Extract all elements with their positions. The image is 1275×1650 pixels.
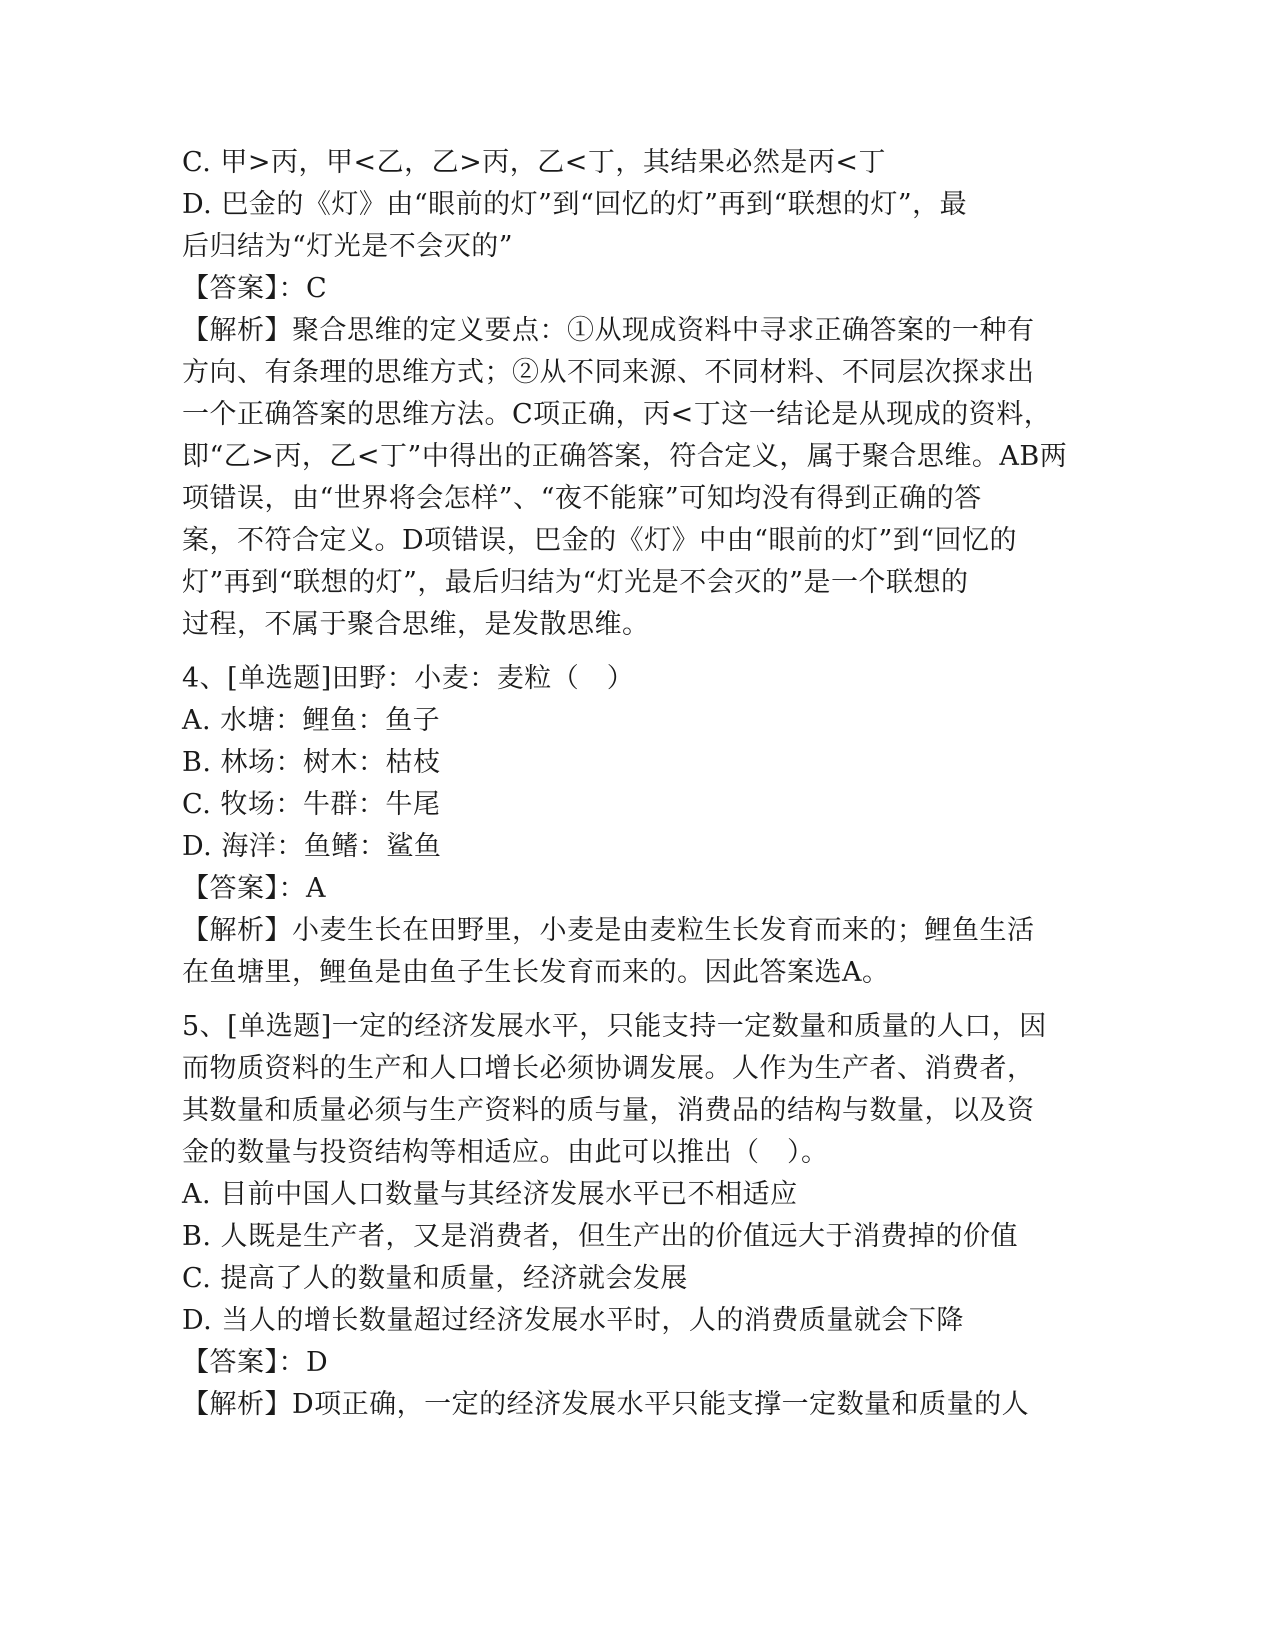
question-3-tail (182, 142, 1082, 646)
q5-option-a: A. 目前中国人口数量与其经济发展水平已不相适应 (182, 1179, 798, 1210)
q3-analysis-line: 项错误，由“世界将会怎样”、“夜不能寐”可知均没有得到正确的答 (182, 483, 982, 514)
q3-answer: 【答案】：C (182, 273, 328, 304)
question-5 (182, 1006, 1082, 1426)
spacer (182, 994, 1082, 1006)
q5-analysis-line: 【解析】D项正确，一定的经济发展水平只能支撑一定数量和质量的人 (182, 1389, 1030, 1420)
q3-analysis-line: 灯”再到“联想的灯”，最后归结为“灯光是不会灭的”是一个联想的 (182, 567, 969, 598)
q5-option-c: C. 提高了人的数量和质量，经济就会发展 (182, 1263, 688, 1294)
q3-analysis-line: 过程，不属于聚合思维，是发散思维。 (182, 609, 650, 640)
q4-stem: 4、[单选题]田野：小麦：麦粒（ ） (182, 663, 635, 694)
q3-analysis-line: 【解析】聚合思维的定义要点：①从现成资料中寻求正确答案的一种有 (182, 315, 1035, 346)
q3-analysis-line: 一个正确答案的思维方法。C项正确，丙<丁这一结论是从现成的资料， (182, 399, 1052, 430)
q4-option-c: C. 牧场：牛群：牛尾 (182, 789, 441, 820)
q5-stem-line: 其数量和质量必须与生产资料的质与量，消费品的结构与数量，以及资 (182, 1095, 1035, 1126)
q5-stem-line: 金的数量与投资结构等相适应。由此可以推出（ ）。 (182, 1137, 829, 1168)
q5-option-b: B. 人既是生产者，又是消费者，但生产出的价值远大于消费掉的价值 (182, 1221, 1019, 1252)
question-4 (182, 658, 1082, 994)
q4-analysis-line: 在鱼塘里，鲤鱼是由鱼子生长发育而来的。因此答案选A。 (182, 957, 890, 988)
q4-option-a: A. 水塘：鲤鱼：鱼子 (182, 705, 441, 736)
q5-stem-line: 而物质资料的生产和人口增长必须协调发展。人作为生产者、消费者， (182, 1053, 1035, 1084)
q5-option-d: D. 当人的增长数量超过经济发展水平时，人的消费质量就会下降 (182, 1305, 964, 1336)
q3-analysis-line: 方向、有条理的思维方式；②从不同来源、不同材料、不同层次探求出 (182, 357, 1035, 388)
q4-answer: 【答案】：A (182, 873, 326, 904)
q5-stem-line: 5、[单选题]一定的经济发展水平，只能支持一定数量和质量的人口，因 (182, 1011, 1047, 1042)
spacer (182, 646, 1082, 658)
q3-option-c: C. 甲>丙，甲<乙，乙>丙，乙<丁，其结果必然是丙<丁 (182, 147, 886, 178)
document-page (182, 142, 1082, 1426)
q4-option-b: B. 林场：树木：枯枝 (182, 747, 441, 778)
q5-answer: 【答案】：D (182, 1347, 329, 1378)
q3-analysis-line: 即“乙>丙，乙<丁”中得出的正确答案，符合定义，属于聚合思维。AB两 (182, 441, 1068, 472)
q3-option-d-cont: 后归结为“灯光是不会灭的” (182, 231, 514, 262)
q3-option-d: D. 巴金的《灯》由“眼前的灯”到“回忆的灯”再到“联想的灯”，最 (182, 189, 968, 220)
q4-analysis-line: 【解析】小麦生长在田野里，小麦是由麦粒生长发育而来的；鲤鱼生活 (182, 915, 1035, 946)
q4-option-d: D. 海洋：鱼鳍：鲨鱼 (182, 831, 442, 862)
q3-analysis-line: 案，不符合定义。D项错误，巴金的《灯》中由“眼前的灯”到“回忆的 (182, 525, 1018, 556)
